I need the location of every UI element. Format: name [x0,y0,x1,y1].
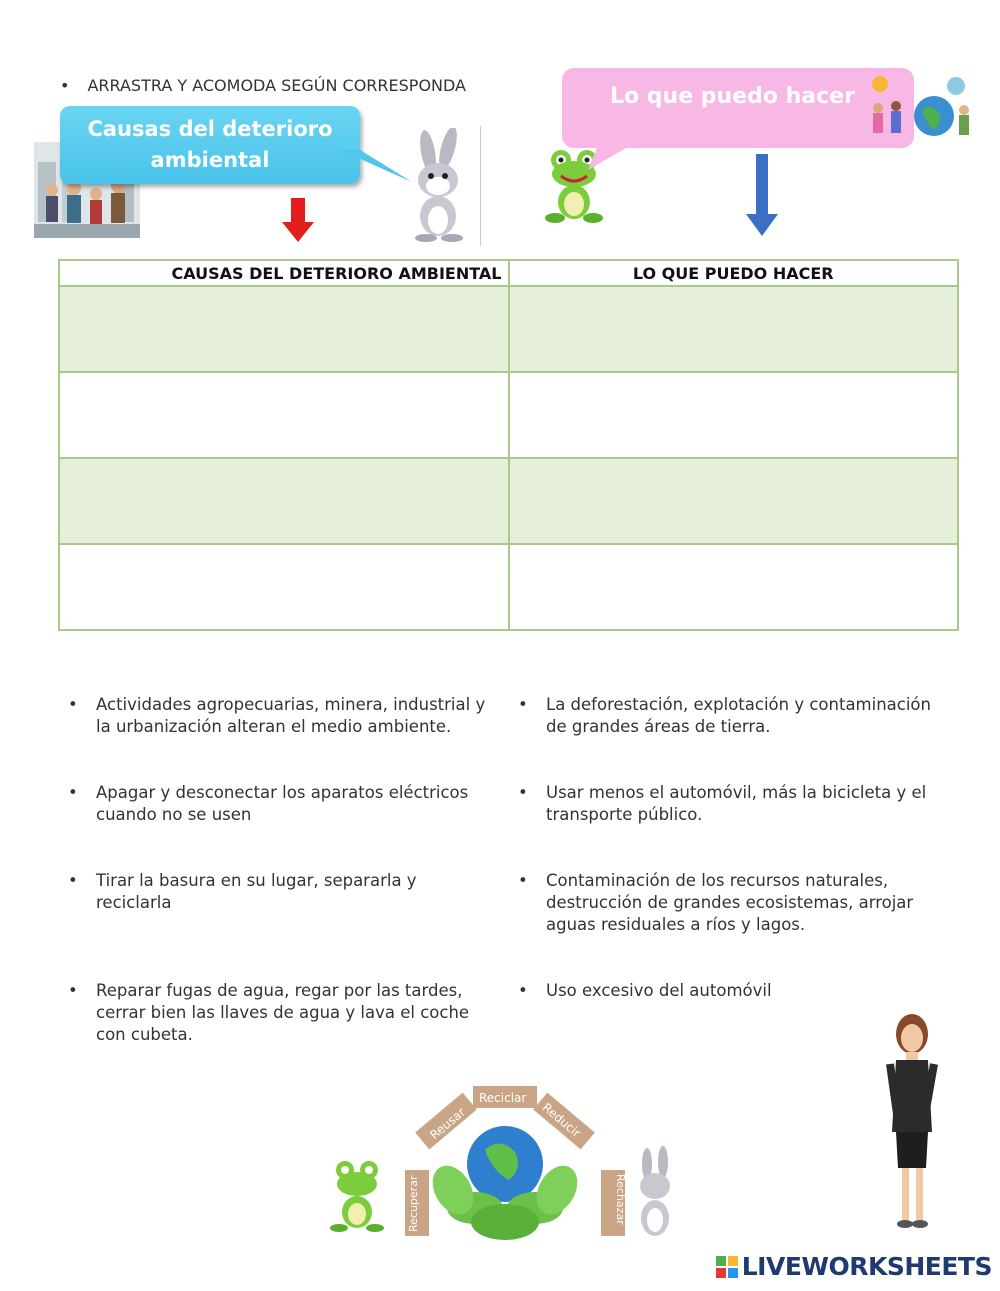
drop-zone-actions[interactable] [509,544,959,630]
liveworksheets-logo [716,1252,992,1281]
draggable-item[interactable] [518,694,946,738]
draggable-item[interactable] [518,870,946,936]
draggable-item[interactable] [68,694,496,738]
causes-bubble-line2: ambiental [150,148,270,172]
item-text: Actividades agropecuarias, minera, industrial y la urbanización alteran el medio ambiente. [96,695,486,736]
drop-zone-actions[interactable] [509,372,959,458]
bullet: • [68,695,78,714]
bullet: • [68,871,78,890]
bullet: • [518,871,528,890]
table-row [59,372,958,458]
table-row [59,544,958,630]
bullet: • [518,783,528,802]
draggable-item[interactable] [518,782,951,826]
item-text: Uso excesivo del automóvil [546,981,772,1000]
table-row [59,286,958,372]
drop-zone-actions[interactable] [509,458,959,544]
bullet: • [68,981,78,1000]
logo-icon [716,1256,738,1278]
drop-zone-causes[interactable] [59,286,509,372]
table-header-row [59,260,958,286]
bullet: • [518,981,528,1000]
teacher-illustration [872,1012,952,1234]
item-text: Contaminación de los recursos naturales, destrucción de grandes ecosistemas, arrojar aguas residuales a ríos y lagos. [546,871,914,934]
cycle-label-rechazar: Rechazar [614,1174,627,1225]
instruction-text: ARRASTRA Y ACOMODA SEGÚN CORRESPONDA [87,76,466,95]
item-text: Usar menos el automóvil, más la bicicleta y el transporte público. [546,783,927,824]
header-actions: LO QUE PUEDO HACER [509,260,959,286]
header-causes: CAUSAS DEL DETERIORO AMBIENTAL [59,260,509,286]
sorting-table [58,259,959,631]
rabbit-icon [640,1146,670,1236]
cycle-label-reciclar: Reciclar [479,1091,527,1105]
bullet: • [60,76,70,95]
item-text: La deforestación, explotación y contaminación de grandes áreas de tierra. [546,695,931,736]
draggable-item[interactable] [68,870,496,914]
logo-text: LIVEWORKSHEETS [741,1252,992,1281]
red-arrow-down-icon [280,198,316,244]
frog-icon [330,1161,384,1232]
drop-zone-causes[interactable] [59,544,509,630]
cycle-label-recuperar: Recuperar [407,1175,420,1232]
table-row [59,458,958,544]
cycle-label-reducir: Reducir [539,1100,584,1141]
draggable-item[interactable] [518,980,946,1002]
kids-earth-illustration [864,72,976,144]
item-text: Apagar y desconectar los aparatos eléctricos cuando no se usen [96,783,469,824]
draggable-item[interactable] [68,782,501,826]
actions-speech-bubble [562,68,914,148]
blue-arrow-down-icon [744,154,780,238]
item-text: Reparar fugas de agua, regar por las tardes, cerrar bien las llaves de agua y lava el coche con cubeta. [96,981,470,1044]
cycle-label-reusar: Reusar [427,1104,469,1143]
recycle-cycle-illustration [325,1080,685,1252]
drop-zone-causes[interactable] [59,372,509,458]
causes-speech-bubble [60,106,360,184]
item-text: Tirar la basura en su lugar, separarla y reciclarla [96,871,417,912]
drop-zone-actions[interactable] [509,286,959,372]
causes-bubble-line1: Causas del deterioro [87,117,333,141]
drop-zone-causes[interactable] [59,458,509,544]
draggable-item[interactable] [68,980,501,1046]
rabbit-icon [398,128,480,242]
divider-line [480,126,481,246]
actions-bubble-text: Lo que puedo hacer [610,84,855,109]
instruction [60,76,466,95]
bullet: • [518,695,528,714]
bullet: • [68,783,78,802]
